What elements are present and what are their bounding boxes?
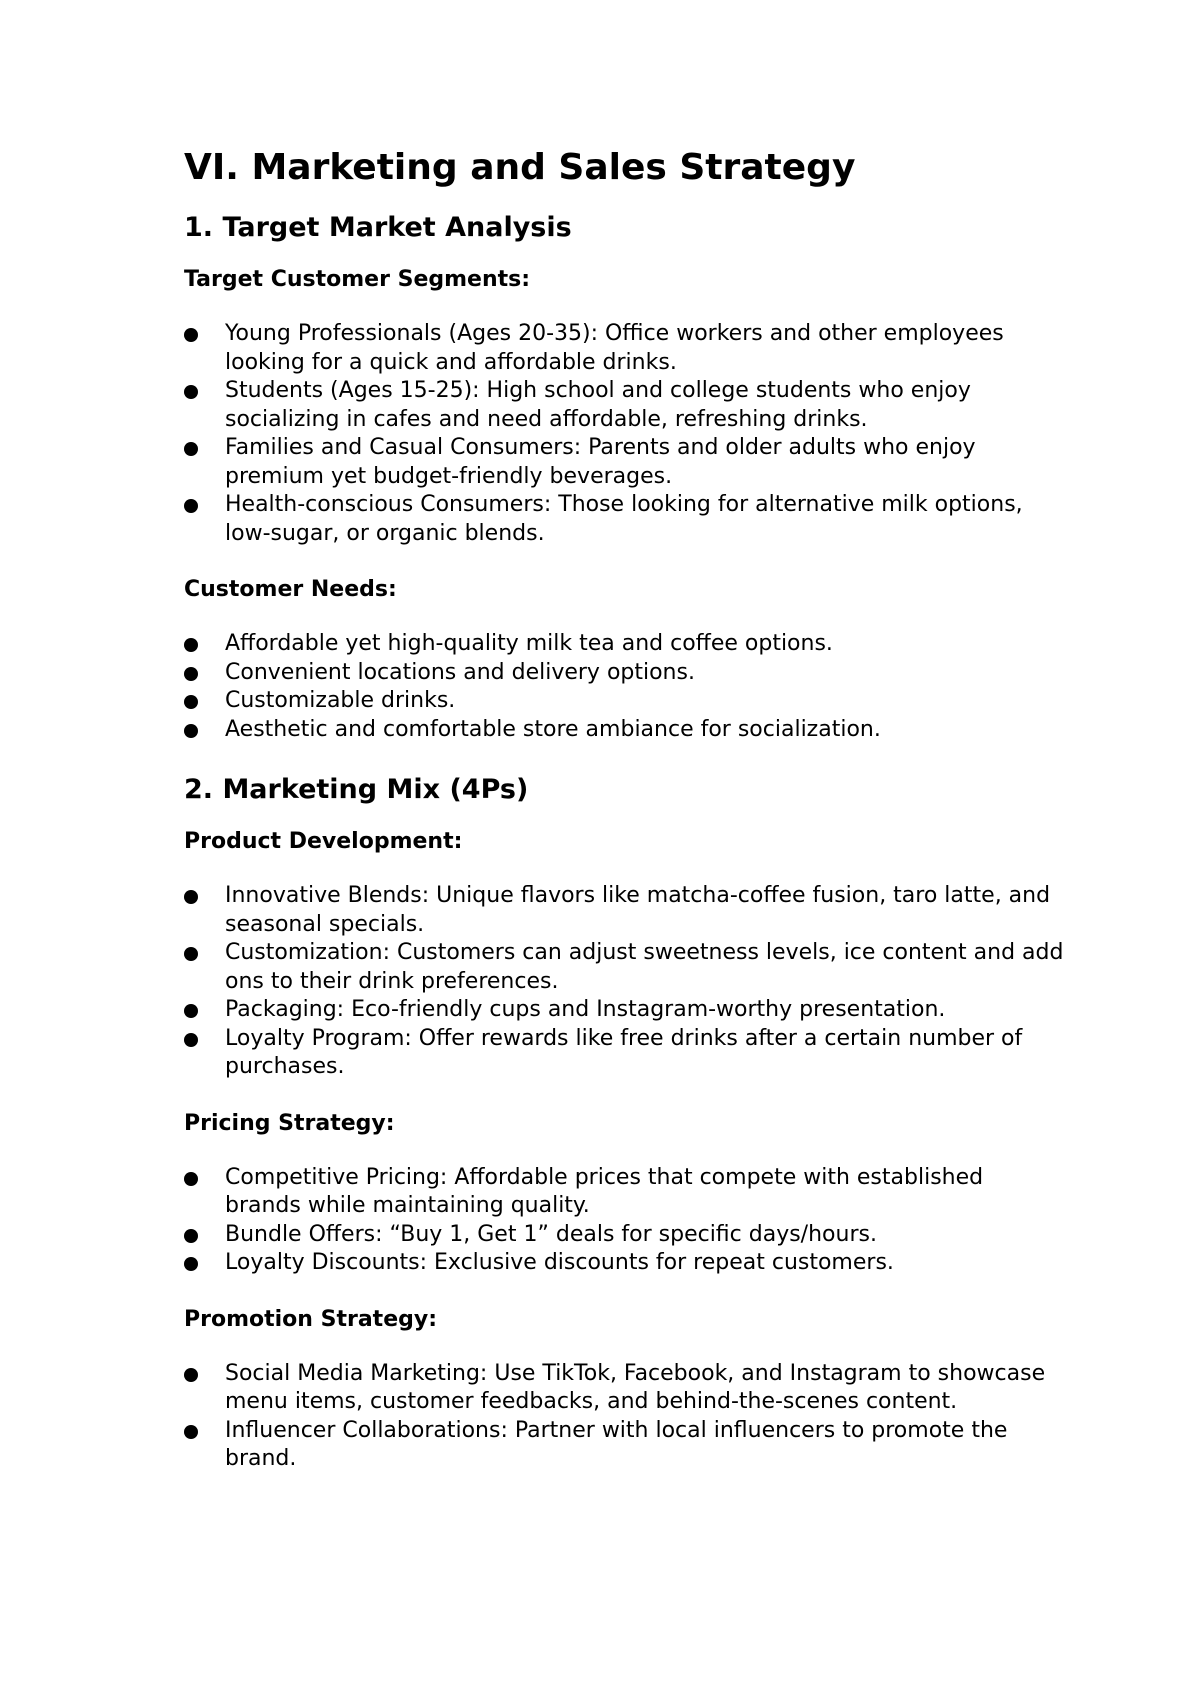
list-item [184,716,1064,745]
list-item [184,320,1064,377]
bullet-icon [184,1033,198,1047]
list-item-text: Packaging: Eco-friendly cups and Instagram-worthy presentation. [225,997,946,1022]
document-page [184,138,1064,1500]
section-target-market [184,208,1064,744]
list-item-text: Convenient locations and delivery options. [225,659,695,685]
list-item-text: Social Media Marketing: Use TikTok, Facebook, and Instagram to showcase menu items, customer feedbacks, and behind-the-scenes content. [225,1360,1046,1414]
list-item-text: Loyalty Program: Offer rewards like free drinks after a certain number of purchases. [225,1025,1023,1079]
list-item [184,687,1064,716]
list-item-text: Students (Ages 15-25): High school and college students who enjoy socializing in cafes and need affordable, refreshing drinks. [225,378,971,432]
list-item [184,434,1064,491]
bullet-icon [184,947,198,961]
subsection-heading: Customer Needs: [184,577,397,602]
list-item [184,882,1064,939]
list-item [184,1025,1064,1082]
bullet-icon [184,1229,198,1243]
bullet-list [184,1164,1064,1278]
bullet-icon [184,638,198,652]
bullet-list [184,320,1064,548]
list-item [184,377,1064,434]
list-item-text: Customizable drinks. [225,688,456,713]
bullet-list [184,1360,1064,1474]
bullet-icon [184,1004,198,1018]
bullet-list [184,630,1064,744]
list-item-text: Families and Casual Consumers: Parents and older adults who enjoy premium yet budget-friendly beverages. [225,435,976,489]
bullet-icon [184,724,198,738]
list-item [184,630,1064,659]
bullet-icon [184,1257,198,1271]
bullet-icon [184,1172,198,1186]
bullet-icon [184,890,198,904]
subsection-heading: Promotion Strategy: [184,1306,437,1332]
list-item-text: Health-conscious Consumers: Those looking for alternative milk options, low-sugar, or organic blends. [225,492,1023,546]
subsection-heading: Target Customer Segments: [184,267,531,292]
list-item [184,1417,1064,1474]
bullet-list [184,882,1064,1082]
section-heading: 1. Target Market Analysis [184,212,572,243]
list-item [184,1249,1064,1278]
bullet-icon [184,328,198,342]
list-item-text: Customization: Customers can adjust sweetness levels, ice content and add ons to their drink preferences. [225,940,1064,994]
list-item [184,659,1064,688]
bullet-icon [184,499,198,513]
list-item-text: Loyalty Discounts: Exclusive discounts for repeat customers. [225,1250,894,1275]
list-item [184,1164,1064,1221]
bullet-icon [184,442,198,456]
subsection-heading: Pricing Strategy: [184,1110,395,1136]
list-item-text: Young Professionals (Ages 20-35): Office workers and other employees looking for a quick and affordable drinks. [225,321,1004,375]
list-item [184,1360,1064,1417]
list-item-text: Innovative Blends: Unique flavors like matcha-coffee fusion, taro latte, and seasonal specials. [225,883,1051,937]
list-item-text: Bundle Offers: “Buy 1, Get 1” deals for specific days/hours. [225,1221,877,1247]
list-item-text: Aesthetic and comfortable store ambiance for socialization. [225,716,881,742]
list-item [184,491,1064,548]
subsection-heading: Product Development: [184,829,463,854]
list-item-text: Competitive Pricing: Affordable prices that compete with established brands while maintaining quality. [225,1164,984,1218]
section-marketing-mix [184,770,1064,1474]
list-item [184,939,1064,996]
list-item-text: Influencer Collaborations: Partner with local influencers to promote the brand. [225,1417,1008,1471]
bullet-icon [184,1425,198,1439]
bullet-icon [184,695,198,709]
list-item [184,996,1064,1025]
bullet-icon [184,1368,198,1382]
bullet-icon [184,385,198,399]
list-item [184,1221,1064,1250]
section-heading: 2. Marketing Mix (4Ps) [184,774,529,805]
bullet-icon [184,667,198,681]
list-item-text: Affordable yet high-quality milk tea and coffee options. [225,631,833,656]
page-title: VI. Marketing and Sales Strategy [184,147,856,188]
